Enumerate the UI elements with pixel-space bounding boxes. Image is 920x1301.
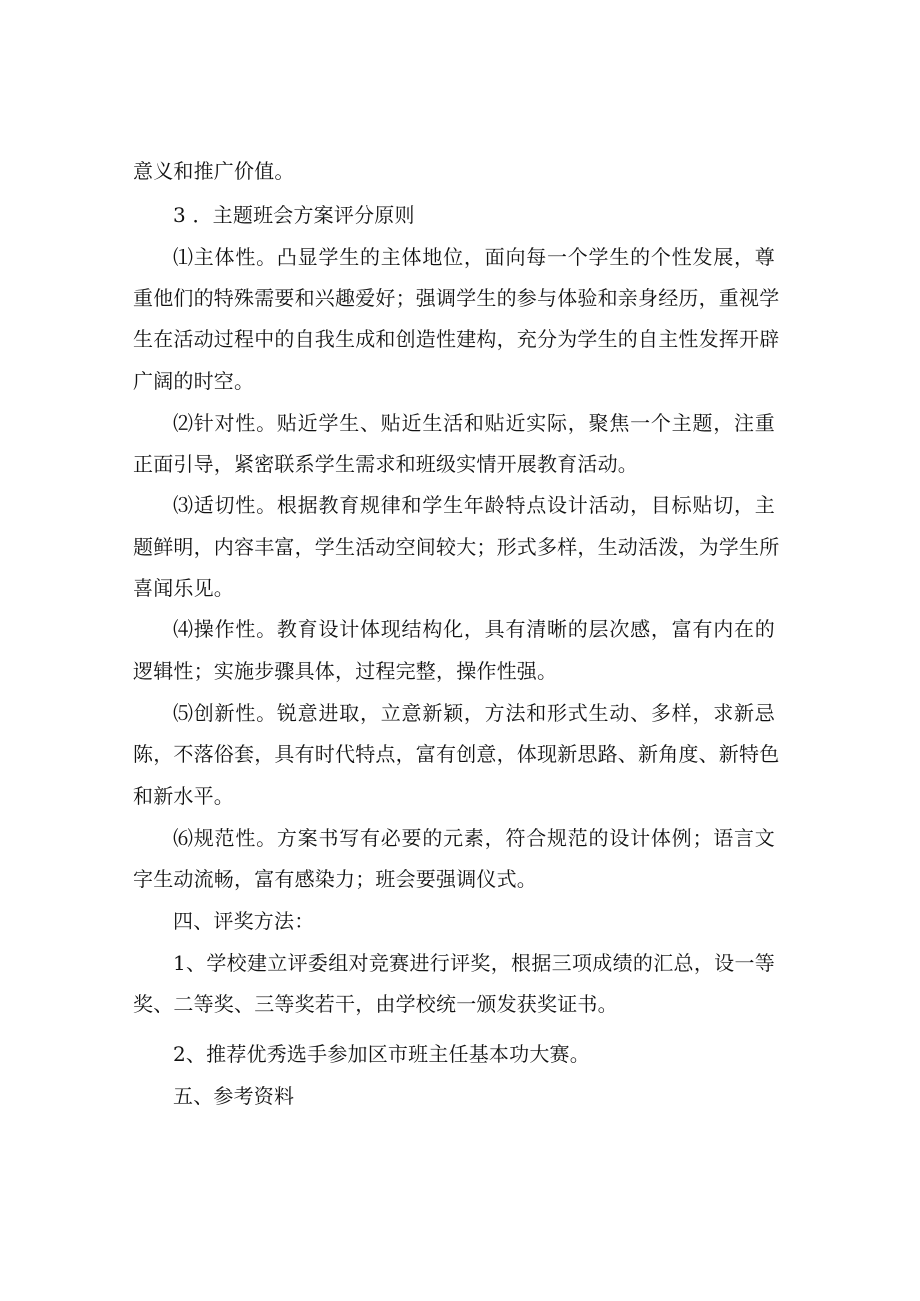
paragraph-line: ⑸创新性。锐意进取，立意新颖，方法和形式生动、多样，求新忌: [173, 701, 775, 725]
section-heading: 四、评奖方法：: [173, 909, 315, 933]
paragraph-line: 奖、二等奖、三等奖若干，由学校统一颁发获奖证书。: [133, 992, 618, 1016]
paragraph-line: 陈，不落俗套，具有时代特点，富有创意，体现新思路、新角度、新特色: [133, 742, 780, 766]
paragraph-line: 广阔的时空。: [133, 369, 255, 393]
paragraph-line: 2、推荐优秀选手参加区市班主任基本功大赛。: [173, 1042, 590, 1066]
paragraph-line: ⑷操作性。教育设计体现结构化，具有清晰的层次感，富有内在的: [173, 617, 775, 641]
paragraph-line: 意义和推广价值。: [133, 159, 295, 183]
paragraph-line: 和新水平。: [133, 784, 234, 808]
paragraph-line: ⑴主体性。凸显学生的主体地位，面向每一个学生的个性发展，尊: [173, 245, 775, 269]
paragraph-line: 字生动流畅，富有感染力；班会要强调仪式。: [133, 867, 537, 891]
paragraph-line: 生在活动过程中的自我生成和创造性建构，充分为学生的自主性发挥开辟: [133, 327, 780, 351]
paragraph-line: 喜闻乐见。: [133, 576, 234, 600]
paragraph-line: 正面引导，紧密联系学生需求和班级实情开展教育活动。: [133, 452, 638, 476]
paragraph-line: 重他们的特殊需要和兴趣爱好；强调学生的参与体验和亲身经历，重视学: [133, 286, 780, 310]
paragraph-line: 1、学校建立评委组对竞赛进行评奖，根据三项成绩的汇总，设一等: [173, 951, 775, 975]
paragraph-line: 题鲜明，内容丰富，学生活动空间较大；形式多样，生动活泼，为学生所: [133, 535, 780, 559]
paragraph-line: 逻辑性；实施步骤具体，过程完整，操作性强。: [133, 659, 558, 683]
paragraph-line: ⑹规范性。方案书写有必要的元素，符合规范的设计体例；语言文: [173, 826, 775, 850]
section-heading: 五、参考资料: [173, 1084, 295, 1108]
paragraph-line: ⑵针对性。贴近学生、贴近生活和贴近实际，聚焦一个主题，注重: [173, 411, 775, 435]
paragraph-line: ⑶适切性。根据教育规律和学生年龄特点设计活动，目标贴切，主: [173, 493, 775, 517]
section-heading: 3 ．主题班会方案评分原则: [173, 203, 415, 227]
